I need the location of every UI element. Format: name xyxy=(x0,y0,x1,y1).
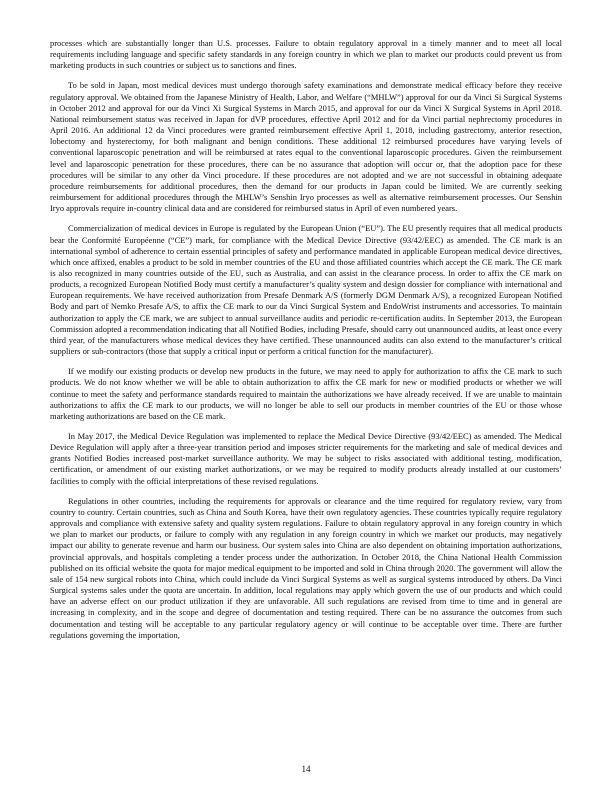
paragraph-eu-ce-mark: Commercialization of medical devices in Europe is regulated by the European Union (“EU”). The EU presently requires that all medical products bear the Conformité Européenne (“CE”) mark, for compliance with the Medical Device Directive (93/42/EEC) as amended. The CE mark is an international symbol of adherence to certain essential principles of safety and performance mandated in applicable European medical device directives, which once affixed, enables a product to be sold in member countries of the EU and those affiliated countries which accept the CE mark. The CE mark is also recognized in many countries outside of the EU, such as Australia, and can assist in the clearance process. In order to affix the CE mark on products, a recognized European Notified Body must certify a manufacturer’s quality system and design dossier for compliance with international and European requirements. We have received authorization from Presafe Denmark A/S (formerly DGM Denmark A/S), a recognized European Notified Body and part of Nemko Presafe A/S, to affix the CE mark to our da Vinci Surgical System and EndoWrist instruments and accessories. To maintain authorization to apply the CE mark, we are subject to annual surveillance audits and periodic re-certification audits. In September 2013, the European Commission adopted a recommendation indicating that all Notified Bodies, including Presafe, should carry out unannounced audits, at least once every third year, of the manufacturers whose medical devices they have certified. These unannounced audits can also extend to the manufacturer’s critical suppliers or sub-contractors (those that supply a critical input or perform a critical function for the manufacturer). xyxy=(50,223,562,357)
paragraph-ce-mark-authorization: If we modify our existing products or develop new products in the future, we may need to apply for authorization to affix the CE mark to such products. We do not know whether we will be able to obtain authorization to affix the CE mark for new or modified products or whether we will continue to meet the safety and performance standards required to maintain the authorizations we have already received. If we are unable to maintain authorizations to affix the CE mark to our products, we will no longer be able to sell our products in member countries of the EU or those whose marketing authorizations are based on the CE mark. xyxy=(50,366,562,421)
paragraph-other-countries-regulation: Regulations in other countries, including the requirements for approvals or clearance and the time required for regulatory review, vary from country to country. Certain countries, such as China and South Korea, have their own regulatory agencies. These countries typically require regulatory approvals and compliance with extensive safety and quality system regulations. Failure to obtain regulatory approval in any foreign country in which we plan to market our products, or failure to comply with any regulation in any foreign country in which we market our products, may negatively impact our ability to generate revenue and harm our business. Our system sales into China are also dependent on obtaining importation authorizations, provincial approvals, and hospitals completing a tender process under the authorization. In October 2018, the China National Health Commission published on its official website the quota for major medical equipment to be imported and sold in China through 2020. The government will allow the sale of 154 new surgical robots into China, which could include da Vinci Surgical Systems as well as surgical systems introduced by others. Da Vinci Surgical systems sales under the quota are uncertain. In addition, local regulations may apply which govern the use of our products and which could have an adverse effect on our product utilization if they are unfavorable. All such regulations are revised from time to time and in general are increasing in complexity, and in the scope and degree of documentation and testing required. There can be no assurance the outcomes from such documentation and testing will be acceptable to any particular regulatory agency or will continue to be acceptable over time. There are further regulations governing the importation, xyxy=(50,495,562,640)
paragraph-foreign-approval-continued: processes which are substantially longer than U.S. processes. Failure to obtain regulatory approval in a timely manner and to meet all local requirements including language and specific safety standards in any foreign country in which we plan to market our products could prevent us from marketing products in such countries or subject us to sanctions and fines. xyxy=(50,38,562,71)
document-page xyxy=(50,38,562,758)
paragraph-medical-device-regulation: In May 2017, the Medical Device Regulation was implemented to replace the Medical Device Directive (93/42/EEC) as amended. The Medical Device Regulation will apply after a three-year transition period and imposes stricter requirements for the marketing and sale of medical devices and grants Notified Bodies increased post-market surveillance authority. We may be subject to risks associated with additional testing, modification, certification, or amendment of our existing market authorizations, or we may be required to modify products already installed at our customers’ facilities to comply with the official interpretations of these revised regulations. xyxy=(50,431,562,486)
paragraph-japan-regulation: To be sold in Japan, most medical devices must undergo thorough safety examinations and demonstrate medical efficacy before they receive regulatory approval. We obtained from the Japanese Ministry of Health, Labor, and Welfare (“MHLW”) approval for our da Vinci Si Surgical Systems in October 2012 and approval for our da Vinci Xi Surgical Systems in March 2015, and approval for our da Vinci X Surgical Systems in April 2018. National reimbursement status was received in Japan for dVP procedures, effective April 2012 and for da Vinci partial nephrectomy procedures in April 2016. An additional 12 da Vinci procedures were granted reimbursement effective April 1, 2018, including gastrectomy, anterior resection, lobectomy and hysterectomy, for both malignant and benign conditions. These additional 12 reimbursed procedures have varying levels of conventional laparoscopic penetration and will be reimbursed at rates equal to the conventional laparoscopic procedures. Given the reimbursement level and laparoscopic penetration for these procedures, there can be no assurance that adoption will occur or, that the adoption pace for these procedures will be similar to any other da Vinci procedure. If these procedures are not adopted and we are not successful in obtaining adequate procedure reimbursements for additional procedures, then the demand for our products in Japan could be limited. We are currently seeking reimbursement for additional procedures through the MHLW’s Senshin Iryo processes as well as alternative reimbursement processes. Our Senshin Iryo approvals require in-country clinical data and are considered for reimbursed status in April of even numbered years. xyxy=(50,80,562,214)
page-number: 14 xyxy=(301,764,311,774)
